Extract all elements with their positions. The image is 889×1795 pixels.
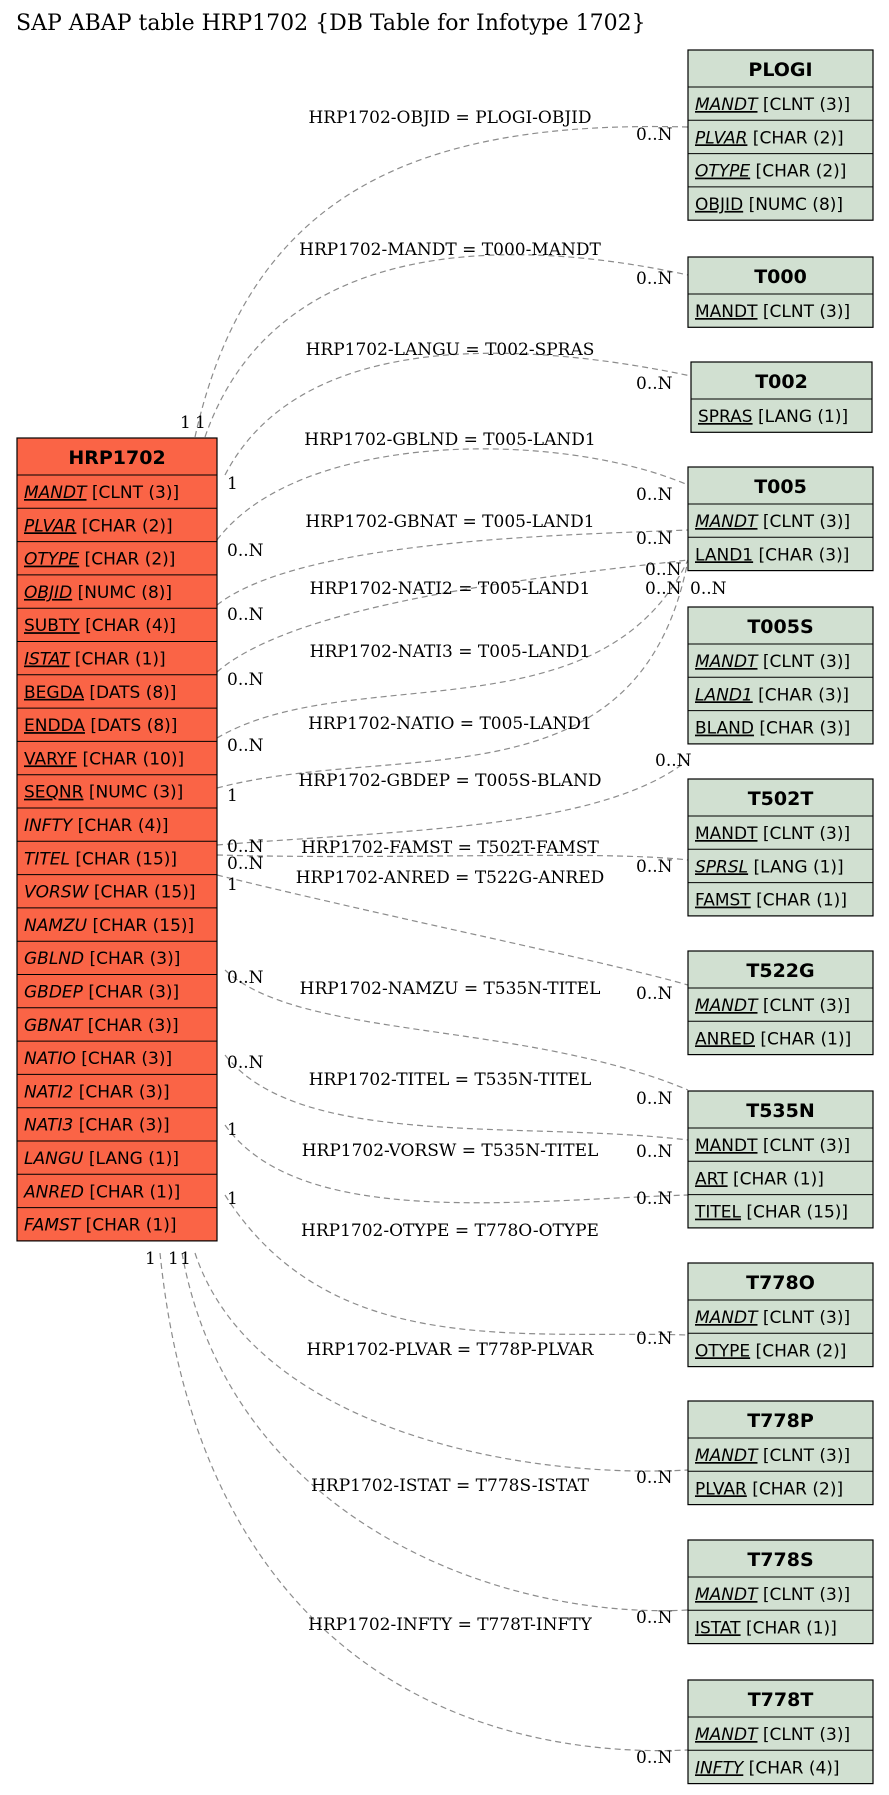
field-type: [CHAR (1)] — [755, 1029, 852, 1050]
target-cardinality: 0..N — [636, 1142, 673, 1162]
field-gbdep[interactable] — [24, 983, 179, 1003]
table-hrp1702[interactable] — [17, 438, 217, 1241]
table-t778t[interactable] — [688, 1680, 873, 1784]
source-cardinality: 0..N — [227, 968, 264, 988]
target-cardinality: 0..N — [636, 485, 673, 505]
field-type: [CLNT (3)] — [757, 95, 851, 115]
relation-14 — [225, 1125, 688, 1203]
table-name: T778O — [746, 1272, 815, 1294]
field-name: LAND1 — [695, 685, 753, 706]
field-type: [CHAR (10)] — [77, 749, 185, 770]
source-cardinality: 1 — [227, 786, 238, 806]
relation-1 — [195, 127, 688, 437]
field-gbnat[interactable] — [24, 1016, 179, 1036]
field-type: [LANG (1)] — [83, 1149, 179, 1169]
field-name: ANRED — [695, 1029, 755, 1050]
relation-label: HRP1702-NATI3 = T005-LAND1 — [309, 642, 591, 662]
table-t000[interactable] — [688, 257, 873, 327]
field-gblnd[interactable] — [24, 949, 180, 969]
relation-17 — [182, 1253, 688, 1611]
field-infty[interactable] — [695, 1758, 840, 1778]
field-anred[interactable] — [695, 1029, 851, 1049]
field-plvar[interactable] — [24, 516, 173, 536]
relation-line — [225, 1195, 688, 1335]
field-type: [CHAR (3)] — [752, 685, 849, 706]
field-type: [CLNT (3)] — [757, 1585, 851, 1605]
relation-label: HRP1702-ANRED = T522G-ANRED — [295, 868, 605, 888]
field-type: [CHAR (3)] — [73, 1082, 170, 1103]
relation-label: HRP1702-GBLND = T005-LAND1 — [304, 430, 596, 450]
field-name: ISTAT — [695, 1618, 741, 1639]
relation-label: HRP1702-MANDT = T000-MANDT — [299, 240, 601, 260]
target-cardinality: 0..N — [645, 560, 682, 580]
relation-label: HRP1702-TITEL = T535N-TITEL — [308, 1070, 592, 1090]
field-type: [CLNT (3)] — [757, 1725, 851, 1745]
field-type: [CHAR (3)] — [75, 1049, 173, 1070]
field-name: PLVAR — [24, 516, 77, 537]
field-name: ART — [695, 1169, 728, 1190]
field-name: TITEL — [24, 849, 70, 870]
field-type: [CHAR (2)] — [747, 128, 844, 149]
field-name: MANDT — [695, 1585, 758, 1605]
table-plogi[interactable] — [688, 50, 873, 220]
relation-line — [225, 353, 691, 475]
field-mandt[interactable] — [695, 1136, 850, 1156]
field-name: ANRED — [24, 1182, 84, 1203]
table-name: T005 — [754, 476, 807, 498]
target-cardinality: 0..N — [636, 1089, 673, 1109]
source-cardinality: 0..N — [227, 541, 264, 561]
target-cardinality: 0..N — [645, 579, 682, 599]
relation-label: HRP1702-GBDEP = T005S-BLAND — [298, 771, 602, 791]
target-cardinality: 0..N — [636, 1329, 673, 1349]
field-begda[interactable] — [24, 683, 176, 703]
table-name: HRP1702 — [68, 447, 166, 469]
field-natio[interactable] — [24, 1049, 172, 1069]
target-cardinality: 0..N — [636, 984, 673, 1004]
target-cardinality: 0..N — [655, 751, 692, 771]
field-name: PLVAR — [695, 1479, 747, 1500]
field-type: [CHAR (1)] — [727, 1169, 824, 1190]
field-name: OBJID — [695, 194, 744, 215]
field-type: [CHAR (2)] — [750, 1341, 847, 1362]
field-name: SPRAS — [698, 407, 753, 427]
field-mandt[interactable] — [695, 824, 850, 844]
field-type: [CHAR (15)] — [741, 1202, 849, 1223]
tables-layer — [17, 50, 873, 1784]
field-land1[interactable] — [695, 545, 849, 565]
field-name: MANDT — [695, 512, 758, 532]
field-famst[interactable] — [695, 891, 847, 911]
relations-layer — [160, 127, 691, 1751]
relation-line — [225, 1055, 688, 1140]
table-t002[interactable] — [691, 362, 872, 432]
field-nati3[interactable] — [24, 1116, 170, 1136]
field-mandt[interactable] — [695, 1585, 850, 1605]
relation-label: HRP1702-NATIO = T005-LAND1 — [308, 714, 592, 734]
target-cardinality: 0..N — [636, 1468, 673, 1488]
source-cardinality: 1 — [227, 875, 238, 895]
table-name: T502T — [747, 788, 814, 810]
field-name: MANDT — [695, 95, 758, 115]
source-cardinality: 1 — [145, 1249, 156, 1269]
relation-line — [160, 1253, 688, 1751]
relation-line — [195, 1253, 688, 1471]
field-type: [NUMC (8)] — [743, 194, 844, 215]
table-t502t[interactable] — [688, 779, 873, 916]
field-famst[interactable] — [24, 1216, 177, 1236]
field-name: VARYF — [24, 749, 78, 770]
field-vorsw[interactable] — [24, 883, 196, 903]
field-name: MANDT — [695, 652, 758, 672]
table-name: T778T — [747, 1689, 814, 1711]
field-name: OTYPE — [24, 549, 80, 570]
field-type: [CHAR (1)] — [84, 1182, 181, 1203]
field-type: [CLNT (3)] — [757, 1308, 851, 1328]
field-type: [CHAR (3)] — [82, 982, 180, 1003]
field-mandt[interactable] — [695, 996, 850, 1016]
field-type: [CHAR (2)] — [79, 549, 176, 570]
table-t522g[interactable] — [688, 951, 873, 1055]
field-type: [CHAR (3)] — [753, 718, 851, 739]
field-name: SPRSL — [695, 857, 749, 878]
target-cardinality: 0..N — [636, 1608, 673, 1628]
field-type: [CHAR (2)] — [76, 516, 173, 537]
field-mandt[interactable] — [695, 302, 850, 322]
target-cardinality: 0..N — [636, 1189, 673, 1209]
field-name: INFTY — [695, 1758, 744, 1779]
field-type: [DATS (8)] — [84, 682, 177, 703]
field-name: SEQNR — [24, 782, 84, 803]
field-name: LANGU — [24, 1149, 84, 1169]
field-istat[interactable] — [695, 1618, 837, 1638]
field-type: [CLNT (3)] — [757, 652, 851, 672]
field-type: [CLNT (3)] — [757, 996, 851, 1016]
labels-layer — [145, 108, 727, 1768]
field-mandt[interactable] — [695, 1446, 850, 1466]
relation-label: HRP1702-LANGU = T002-SPRAS — [305, 340, 595, 360]
field-type: [CLNT (3)] — [757, 824, 851, 844]
field-mandt[interactable] — [695, 1725, 850, 1745]
relation-16 — [195, 1253, 688, 1471]
field-name: SUBTY — [24, 616, 80, 637]
field-type: [NUMC (8)] — [72, 582, 173, 603]
relation-label: HRP1702-FAMST = T502T-FAMST — [301, 838, 599, 858]
field-name: MANDT — [24, 483, 87, 503]
target-cardinality: 0..N — [636, 125, 673, 145]
field-name: NATI2 — [24, 1082, 74, 1103]
relation-label: HRP1702-GBNAT = T005-LAND1 — [305, 512, 595, 532]
field-namzu[interactable] — [24, 916, 194, 936]
field-otype[interactable] — [695, 1341, 846, 1361]
field-seqnr[interactable] — [24, 783, 183, 803]
field-mandt[interactable] — [695, 1308, 850, 1328]
source-cardinality: 1 — [168, 1249, 179, 1269]
field-type: [CHAR (3)] — [84, 949, 181, 970]
relation-line — [217, 875, 688, 985]
field-type: [DATS (8)] — [84, 716, 178, 737]
field-name: BLAND — [695, 718, 754, 739]
field-plvar[interactable] — [695, 128, 844, 148]
field-plvar[interactable] — [695, 1479, 843, 1499]
table-name: T778S — [747, 1549, 814, 1571]
field-type: [NUMC (3)] — [83, 782, 184, 803]
relation-13 — [225, 1055, 688, 1140]
relation-11 — [217, 875, 688, 985]
relation-18 — [160, 1253, 688, 1751]
table-t535n[interactable] — [688, 1091, 873, 1228]
source-cardinality: 1 — [227, 1120, 238, 1140]
field-name: MANDT — [695, 1308, 758, 1328]
field-endda[interactable] — [24, 716, 177, 736]
relation-15 — [225, 1195, 688, 1335]
target-cardinality: 0..N — [636, 374, 673, 394]
field-type: [CHAR (1)] — [80, 1215, 177, 1236]
field-subty[interactable] — [24, 616, 176, 636]
relation-label: HRP1702-OTYPE = T778O-OTYPE — [301, 1221, 599, 1241]
field-type: [CLNT (3)] — [757, 302, 851, 322]
field-type: [CHAR (1)] — [69, 649, 166, 670]
field-varyf[interactable] — [24, 749, 184, 769]
field-mandt[interactable] — [695, 652, 850, 672]
source-cardinality: 0..N — [227, 1053, 264, 1073]
field-bland[interactable] — [695, 719, 850, 739]
field-type: [CHAR (3)] — [73, 1115, 170, 1136]
field-titel[interactable] — [694, 1203, 848, 1223]
field-spras[interactable] — [698, 407, 848, 427]
field-type: [CHAR (3)] — [753, 545, 850, 566]
field-name: MANDT — [695, 1136, 758, 1156]
field-type: [CHAR (2)] — [746, 1479, 844, 1500]
source-cardinality: 1 — [180, 1249, 191, 1269]
table-name: T000 — [754, 266, 807, 288]
field-type: [LANG (1)] — [752, 407, 849, 427]
diagram-title: SAP ABAP table HRP1702 {DB Table for Infotype 1702} — [16, 11, 646, 36]
relation-label: HRP1702-NAMZU = T535N-TITEL — [299, 979, 601, 999]
field-type: [CHAR (4)] — [743, 1758, 840, 1779]
table-t778p[interactable] — [688, 1401, 873, 1505]
field-name: LAND1 — [695, 545, 754, 566]
field-name: FAMST — [24, 1215, 81, 1236]
field-type: [CLNT (3)] — [757, 1136, 851, 1156]
field-mandt[interactable] — [24, 483, 179, 503]
field-type: [CHAR (4)] — [72, 816, 169, 836]
source-cardinality: 1 — [227, 474, 238, 494]
field-name: MANDT — [695, 1446, 758, 1466]
relation-line — [225, 1125, 688, 1203]
table-t005[interactable] — [688, 467, 873, 571]
relation-label: HRP1702-INFTY = T778T-INFTY — [308, 1615, 592, 1635]
field-langu[interactable] — [24, 1149, 179, 1169]
table-name: T005S — [747, 616, 814, 638]
source-cardinality: 0..N — [227, 736, 264, 756]
source-cardinality: 0..N — [227, 837, 264, 857]
table-t778o[interactable] — [688, 1263, 873, 1367]
field-type: [CHAR (4)] — [79, 616, 176, 637]
table-name: PLOGI — [748, 59, 813, 81]
field-type: [CHAR (15)] — [87, 915, 195, 936]
target-cardinality: 0..N — [636, 857, 673, 877]
relation-label: HRP1702-NATI2 = T005-LAND1 — [309, 579, 591, 599]
field-type: [CLNT (3)] — [757, 512, 851, 532]
target-cardinality: 0..N — [636, 529, 673, 549]
field-mandt[interactable] — [695, 512, 850, 532]
relation-label: HRP1702-VORSW = T535N-TITEL — [301, 1141, 599, 1161]
field-istat[interactable] — [24, 650, 166, 670]
field-name: TITEL — [695, 1202, 741, 1223]
field-type: [LANG (1)] — [748, 857, 844, 878]
field-type: [CHAR (1)] — [750, 890, 847, 911]
field-name: BEGDA — [24, 682, 84, 703]
field-name: FAMST — [695, 890, 751, 911]
field-titel[interactable] — [24, 849, 177, 869]
relation-label: HRP1702-PLVAR = T778P-PLVAR — [306, 1340, 594, 1360]
field-nati2[interactable] — [24, 1082, 170, 1102]
field-type: [CLNT (3)] — [86, 483, 180, 503]
field-name: NATIO — [24, 1049, 76, 1070]
field-name: MANDT — [695, 302, 758, 322]
field-name: OTYPE — [695, 1341, 751, 1362]
field-name: PLVAR — [695, 128, 748, 149]
field-anred[interactable] — [23, 1182, 180, 1202]
table-t778s[interactable] — [688, 1540, 873, 1644]
relation-3 — [225, 353, 691, 475]
field-name: NAMZU — [24, 915, 88, 936]
table-name: T002 — [755, 371, 808, 393]
field-name: ISTAT — [24, 649, 70, 670]
field-infty[interactable] — [24, 816, 169, 836]
field-name: INFTY — [24, 816, 73, 836]
field-type: [CLNT (3)] — [757, 1446, 851, 1466]
source-cardinality: 1 — [195, 413, 206, 433]
target-cardinality: 0..N — [636, 269, 673, 289]
relation-line — [182, 1253, 688, 1611]
field-art[interactable] — [695, 1169, 824, 1189]
field-type: [CHAR (2)] — [750, 161, 847, 182]
table-name: T778P — [747, 1410, 814, 1432]
field-otype[interactable] — [695, 162, 846, 182]
table-name: T535N — [746, 1100, 815, 1122]
field-name: NATI3 — [24, 1115, 74, 1136]
field-objid[interactable] — [695, 195, 843, 215]
field-name: MANDT — [695, 824, 758, 844]
source-cardinality: 1 — [180, 413, 191, 433]
source-cardinality: 0..N — [227, 605, 264, 625]
source-cardinality: 0..N — [227, 854, 264, 874]
field-name: ENDDA — [24, 716, 85, 737]
field-name: VORSW — [24, 882, 89, 903]
table-name: T522G — [746, 960, 815, 982]
relation-label: HRP1702-ISTAT = T778S-ISTAT — [311, 1476, 589, 1496]
field-otype[interactable] — [24, 550, 175, 570]
field-type: [CHAR (15)] — [88, 882, 196, 903]
source-cardinality: 1 — [227, 1189, 238, 1209]
field-objid[interactable] — [24, 583, 172, 603]
field-type: [CHAR (1)] — [740, 1618, 837, 1639]
relation-label: HRP1702-OBJID = PLOGI-OBJID — [308, 108, 592, 128]
field-type: [CHAR (3)] — [82, 1015, 179, 1036]
target-cardinality: 0..N — [690, 579, 727, 599]
field-mandt[interactable] — [695, 95, 850, 115]
field-name: MANDT — [695, 1725, 758, 1745]
field-name: GBDEP — [24, 982, 83, 1003]
field-name: OBJID — [24, 582, 73, 603]
field-name: MANDT — [695, 996, 758, 1016]
field-name: GBLND — [24, 949, 85, 970]
target-cardinality: 0..N — [636, 1748, 673, 1768]
field-sprsl[interactable] — [695, 857, 844, 877]
field-name: GBNAT — [24, 1015, 83, 1036]
table-t005s[interactable] — [688, 607, 873, 744]
relation-line — [195, 127, 688, 437]
source-cardinality: 0..N — [227, 670, 264, 690]
field-type: [CHAR (15)] — [70, 849, 178, 870]
field-land1[interactable] — [695, 685, 849, 705]
field-name: OTYPE — [695, 161, 751, 182]
